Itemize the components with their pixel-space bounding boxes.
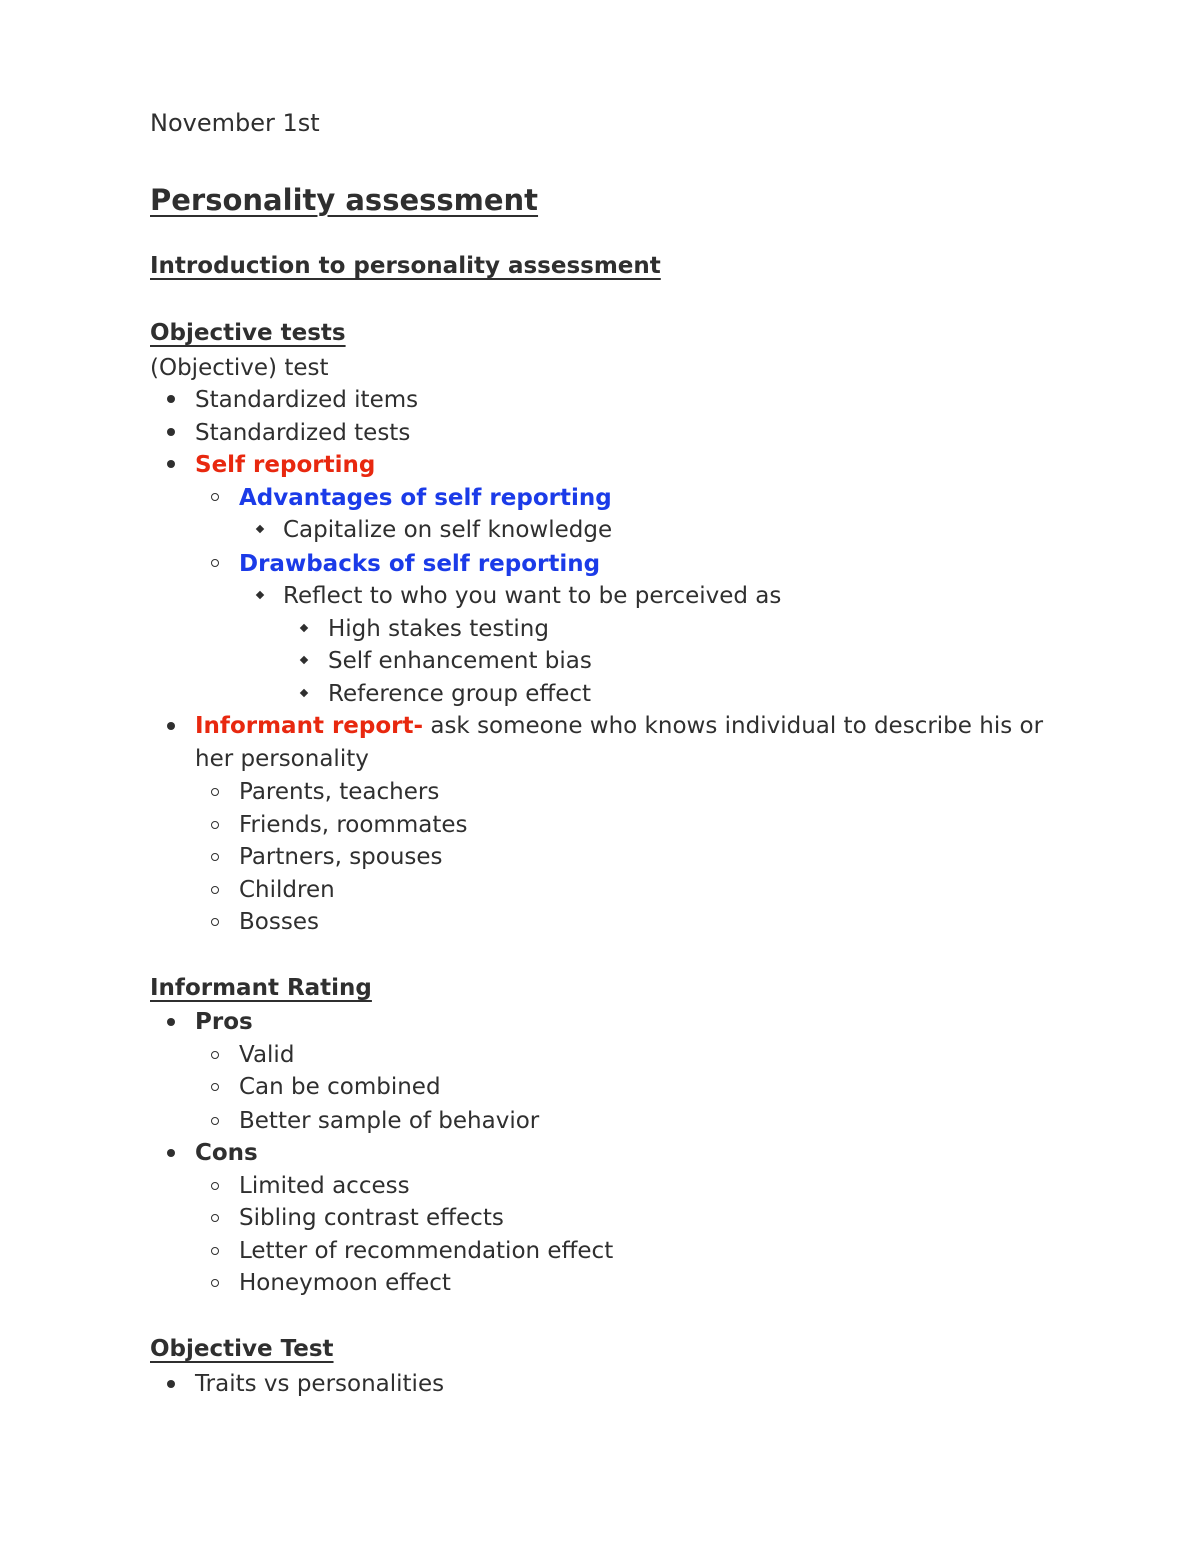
informant-report-item [195,711,1043,741]
list-item: Standardized items [195,387,419,413]
bullet-diamond-icon [300,624,308,632]
list-item: Limited access [239,1173,410,1199]
bullet-disc-icon [167,1018,175,1026]
self-reporting-heading: Self reporting [195,452,376,478]
list-item: High stakes testing [328,616,549,642]
bullet-circle-icon [211,559,219,567]
bullet-circle-icon [211,1051,219,1059]
bullet-circle-icon [211,1214,219,1222]
list-item: Valid [239,1042,295,1068]
bullet-circle-icon [211,918,219,926]
list-item: Friends, roommates [239,812,468,838]
bullet-circle-icon [211,1083,219,1091]
bullet-circle-icon [211,886,219,894]
list-item: Letter of recommendation effect [239,1238,614,1264]
bullet-circle-icon [211,853,219,861]
list-item: Reflect to who you want to be perceived as [283,583,782,609]
bullet-disc-icon [167,428,175,436]
bullet-disc-icon [167,460,175,468]
objective-test-intro: (Objective) test [150,355,329,381]
page-title: Personality assessment [150,183,539,217]
bullet-disc-icon [167,1380,175,1388]
drawbacks-heading: Drawbacks of self reporting [239,551,601,577]
bullet-circle-icon [211,493,219,501]
bullet-circle-icon [211,1247,219,1255]
bullet-diamond-icon [300,689,308,697]
informant-report-label: Informant report- [195,713,424,739]
list-item: Can be combined [239,1074,441,1100]
cons-label: Cons [195,1140,258,1166]
list-item: Better sample of behavior [239,1108,540,1134]
section-heading-informant-rating: Informant Rating [150,975,372,1001]
bullet-diamond-icon [256,591,264,599]
list-item: Bosses [239,909,319,935]
bullet-disc-icon [167,722,175,730]
informant-report-text: ask someone who knows individual to describe his or [423,713,1044,739]
bullet-circle-icon [211,1279,219,1287]
bullet-diamond-icon [256,525,264,533]
bullet-circle-icon [211,788,219,796]
bullet-circle-icon [211,821,219,829]
informant-report-continuation: her personality [195,746,369,772]
list-item: Capitalize on self knowledge [283,517,613,543]
list-item: Traits vs personalities [195,1371,445,1397]
note-date: November 1st [150,109,320,137]
list-item: Reference group effect [328,681,592,707]
list-item: Standardized tests [195,420,411,446]
list-item: Sibling contrast effects [239,1205,504,1231]
section-heading-objective-test: Objective Test [150,1336,334,1362]
bullet-disc-icon [167,395,175,403]
bullet-circle-icon [211,1117,219,1125]
list-item: Self enhancement bias [328,648,592,674]
list-item: Children [239,877,335,903]
section-heading-objective-tests: Objective tests [150,320,346,346]
bullet-disc-icon [167,1149,175,1157]
pros-label: Pros [195,1009,253,1035]
list-item: Partners, spouses [239,844,443,870]
advantages-heading: Advantages of self reporting [239,485,612,511]
section-heading-intro: Introduction to personality assessment [150,253,661,279]
bullet-circle-icon [211,1182,219,1190]
list-item: Honeymoon effect [239,1270,451,1296]
bullet-diamond-icon [300,656,308,664]
list-item: Parents, teachers [239,779,440,805]
